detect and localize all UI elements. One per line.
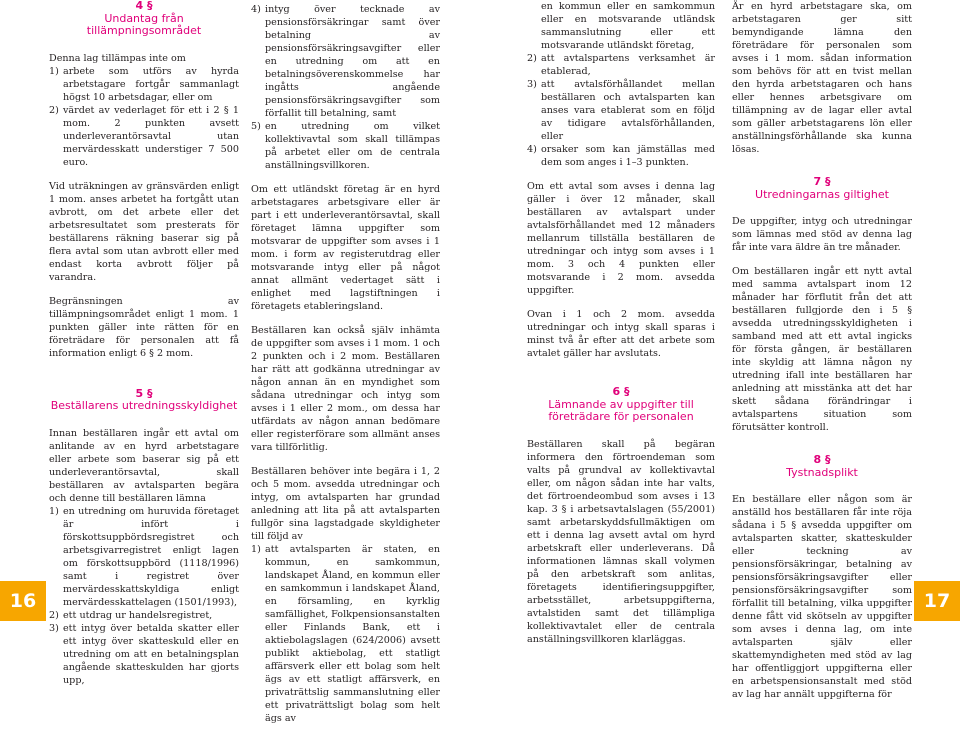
list-item: 1) en utredning om huruvida företaget är infört i förskottsuppbördsregistret och arbetsgivarregistret enligt lagen om förskottsuppbörd (1118/1996) samt i registret över mervärdesskattskyldiga enligt mervärdesskattelagen (1501/1993), bbox=[49, 505, 239, 608]
section-4-heading bbox=[49, 0, 239, 38]
list-item: 1) att avtalsparten är staten, en kommun, en samkommun, landskapet Åland, en kommun eller en samkommun i landskapet Åland, en församling, en kyrklig samfällighet, Folkpensionsanstalten eller Finlands Bank, ett i aktiebolagslagen (624/2006) avsett publikt aktiebolag, ett statligt affärsverk eller ett bolag som helt ägs av ett statligt affärsverk, en privaträttslig sammanslutning eller ett privaträttsligt bolag som helt ägs av bbox=[251, 544, 441, 724]
list-item: 2) ett utdrag ur handelsregistret, bbox=[49, 609, 213, 621]
section-6-title: Lämnande av uppgifter till företrädare för personalen bbox=[548, 397, 694, 423]
section-6-heading bbox=[527, 386, 715, 424]
section-5-title: Beställarens utredningsskyldighet bbox=[50, 399, 238, 412]
paragraph: Begränsningen av tillämpningsområdet enligt 1 mom. 1 punkten gäller inte rätten för en företrädare för personalen att få information enligt 6 § 2 mom. bbox=[49, 295, 239, 359]
column-2 bbox=[251, 3, 440, 736]
section-5-number: 5 § bbox=[135, 386, 153, 400]
section-8-title: Tystnadsplikt bbox=[786, 465, 858, 479]
list-item: 5) en utredning om vilket kollektivavtal som skall tillämpas på arbetet eller om de centrala anställningsvillkoren. bbox=[251, 121, 440, 171]
paragraph: Är en hyrd arbetstagare ska, om arbetstagaren ger sitt bemyndigande lämna den företrädare för personalen som avses i 1 mom. sådan information som behövs för att en tvist mellan den hyrda arbetstagaren och hans eller hennes arbetsgivare om tillämpning av de lagar eller avtal som gäller arbetstagarens lön eller anställningsförhållande ska kunna lösas. bbox=[732, 1, 912, 155]
list bbox=[527, 52, 715, 169]
list-item: 2) värdet av vederlaget för ett i 2 § 1 mom. 2 punkten avsett underleverantörsavtal utan mervärdesskatt understiger 7 500 euro. bbox=[49, 104, 239, 168]
column-4 bbox=[732, 0, 912, 712]
paragraph: Innan beställaren ingår ett avtal om anlitande av en hyrd arbetstagare eller arbete som baserar sig på ett underleverantörsavtal, skall beställaren av avtalsparten begära och denne till beställaren lämna bbox=[49, 427, 239, 504]
list bbox=[49, 505, 239, 687]
section-6-number: 6 § bbox=[612, 385, 630, 398]
section-7-heading bbox=[732, 176, 912, 201]
page-number-right: 17 bbox=[914, 581, 960, 621]
column-1 bbox=[49, 0, 239, 698]
paragraph: Om beställaren ingår ett nytt avtal med samma avtalspart inom 12 månader har förflutit från det att beställaren fullgjorde den i 5 § avsedda utredningsskyldigheten i samband med att ett avtal ingicks för första gången, är beställaren inte skyldig att lämna någon ny utredning ifall inte beställaren har anledning att misstänka att det har skett sådana förändringar i avtalspartens situation som förutsätter kontroll. bbox=[732, 266, 912, 433]
list-item: 3) att avtalsförhållandet mellan beställaren och avtalsparten kan anses vara etablerat som en följd av tidigare avtalsförhållanden, eller bbox=[527, 79, 715, 142]
list-item: 4) intyg över tecknade av pensionsförsäkringar samt över betalning av pensionsförsäkringsavgifter eller en utredning om att en betalningsöverenskommelse har ingåtts angående pensionsförsäkringsavgifter som förfallit till betalning, samt bbox=[251, 4, 440, 119]
paragraph: en kommun eller en samkommun eller en motsvarande utländsk sammanslutning eller ett motsvarande utländskt företag, bbox=[541, 1, 715, 51]
paragraph: Om ett utländskt företag är en hyrd arbetstagares arbetsgivare eller är part i ett underleverantörsavtal, skall företaget lämna uppgifter som motsvarar de uppgifter som avses i 1 mom. i form av registerutdrag eller motsvarande intyg eller på något annat allmänt vedertaget sätt i enlighet med lagstiftningen i företagets etableringsland. bbox=[251, 184, 440, 312]
paragraph: Ovan i 1 och 2 mom. avsedda utredningar och intyg skall sparas i minst två år efter att det arbete som avtalet gäller har avslutats. bbox=[527, 309, 715, 359]
paragraph: Denna lag tillämpas inte om bbox=[49, 52, 186, 64]
paragraph: En beställare eller någon som är anställd hos beställaren får inte röja sådana i 5 § avsedda uppgifter om avtalsparten skatter, skatteskulder eller teckning av pensionsförsäkringar, betalning av pensionsförsäkringsavgifter eller pensionsförsäkringsavgifter som förfallit till betalning, vilka uppgifter denne fått vid skötseln av uppgifter som avses i denna lag, om inte avtalsparten själv eller skattemyndigheten med stöd av lag har offentliggjort uppgifterna eller en arbetspensionsanstalt med stöd av lag har annält uppgifterna för bbox=[732, 494, 912, 700]
list bbox=[251, 3, 440, 172]
section-7-number: 7 § bbox=[813, 175, 831, 188]
paragraph: Om ett avtal som avses i denna lag gäller i över 12 månader, skall beställaren av avtalspart under avtalsförhållandet med 12 månaders mellanrum tillställa beställaren de utredningar och intyg som avses i 1 mom. 3 och 4 punkten eller motsvarande i 2 mom. avsedda uppgifter. bbox=[527, 181, 715, 296]
paragraph: Vid uträkningen av gränsvärden enligt 1 mom. anses arbetet ha fortgått utan avbrott, om det arbete eller det arbetsresultatet som presterats för beställarens räkning baserar sig på flera avtal som utan avbrott eller med endast korta avbrott följer på varandra. bbox=[49, 180, 239, 283]
list-item: 2) att avtalspartens verksamhet är etablerad, bbox=[527, 53, 715, 77]
section-5-heading bbox=[49, 388, 239, 413]
list-item: 3) ett intyg över betalda skatter eller ett intyg över skatteskuld eller en utredning om att en betalningsplan angående skatteskulden har gjorts upp, bbox=[49, 622, 239, 686]
list bbox=[49, 65, 239, 169]
paragraph: Beställaren behöver inte begära i 1, 2 och 5 mom. avsedda utredningar och intyg, om avtalsparten har grundad anledning att lita på att avtalsparten fullgör sina lagstadgade skyldigheter till följd av bbox=[251, 466, 440, 542]
page-number-left: 16 bbox=[0, 581, 46, 621]
paragraph: Beställaren kan också själv inhämta de uppgifter som avses i 1 mom. 1 och 2 punkten och i 2 mom. Beställaren har rätt att godkänna utredningar av någon annan än en myndighet som sådana utredningar och intyg som avses i 1 eller 2 mom., om dessa har utfärdats av någon annan bedömare eller registerförare som allmänt anses vara tillförlitlig. bbox=[251, 325, 440, 453]
section-7-title: Utredningarnas giltighet bbox=[755, 187, 889, 201]
list-item: 1) arbete som utförs av hyrda arbetstagare fortgår sammanlagt högst 10 arbetsdagar, eller om bbox=[49, 65, 239, 103]
paragraph: Beställaren skall på begäran informera den förtroendeman som valts på grundval av kollektivavtal eller, om någon sådan inte har valts, det förtroendeombud som avses i 13 kap. 3 § i arbetsavtalslagen (55/2001) samt arbetarskyddsfullmäktigen om ett i denna lag avsett avtal om hyrd arbetskraft eller underleverans. Då informationen lämnas skall volymen på den arbetskraft som anlitas, företagets identifieringsuppgifter, arbetsstället, arbetsuppgifterna, avtalstiden samt det tillämpliga kollektivavtalet eller de centrala anställningsvillkoren klarläggas. bbox=[527, 438, 715, 645]
section-8-heading bbox=[732, 454, 912, 479]
list-item: 4) orsaker som kan jämställas med dem som anges i 1–3 punkten. bbox=[527, 144, 715, 168]
section-4-title: Undantag från tillämpningsområdet bbox=[86, 11, 202, 37]
paragraph: De uppgifter, intyg och utredningar som lämnas med stöd av denna lag får inte vara äldre än tre månader. bbox=[732, 216, 912, 253]
column-3 bbox=[527, 0, 715, 657]
section-4-number: 4 § bbox=[135, 0, 153, 12]
section-8-number: 8 § bbox=[813, 453, 831, 466]
list bbox=[251, 543, 440, 725]
